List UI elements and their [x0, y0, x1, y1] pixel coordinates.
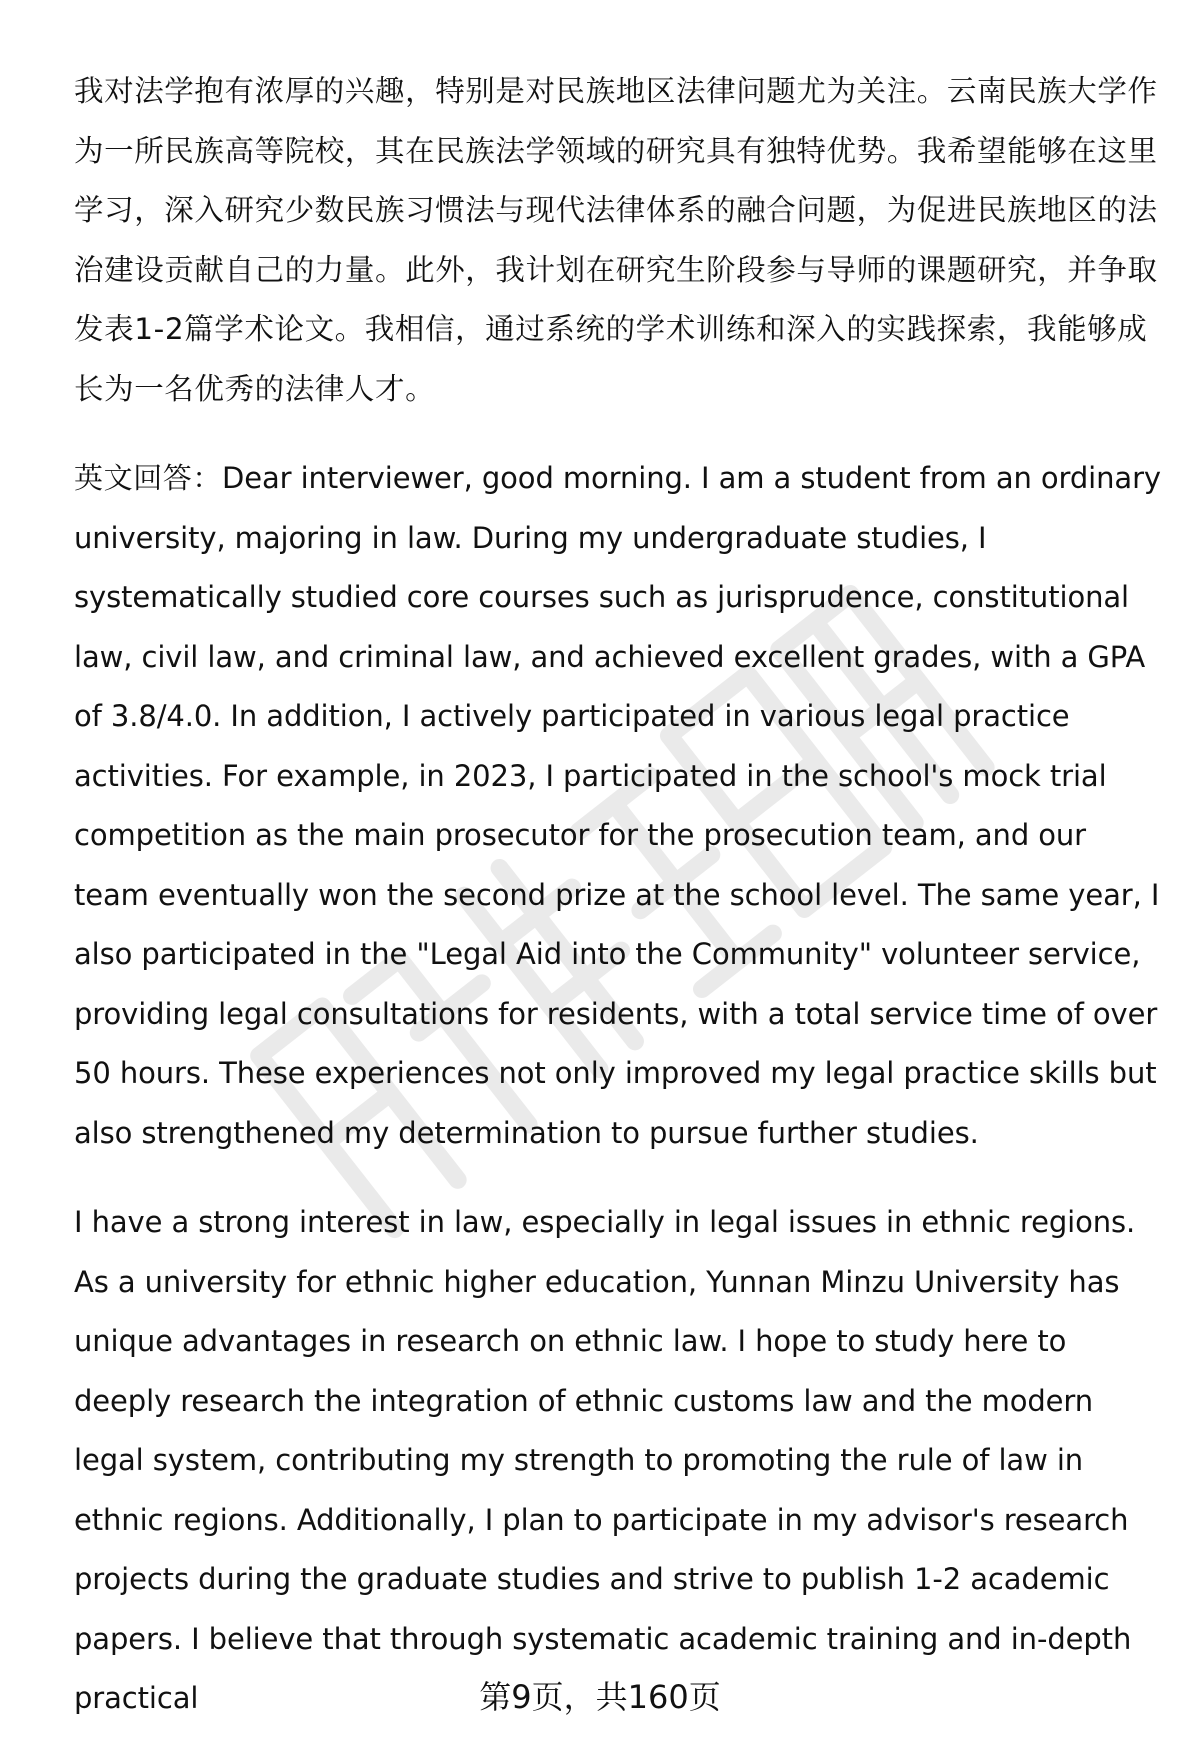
page-number-footer: 第9页，共160页 [479, 1678, 721, 1716]
english-answer-text: Dear interviewer, good morning. I am a student from an ordinary university, majoring in law. During my undergraduate studies, I systematically studied core courses such as jurisprudence, constitutional law, civil law, and criminal law, and achieved excellent grades, with a GPA of 3.8/4.0. In addition, I actively participated in various legal practice activities. For example, in 2023, I participated in the school's mock trial competition as the main prosecutor for the prosecution team, and our team eventually won the second prize at the school level. The same year, I also participated in the "Legal Aid into the Community" volunteer service, providing legal consultations for residents, with a total service time of over 50 hours. These experiences not only improved my legal practice skills but also strengthened my determination to pursue further studies. [74, 461, 1161, 1150]
paragraph-english-interest: I have a strong interest in law, especially in legal issues in ethnic regions. As a university for ethnic higher education, Yunnan Minzu University has unique advantages in research on ethnic law. I hope to study here to deeply research the integration of ethnic customs law and the modern legal system, contributing my strength to promoting the rule of law in ethnic regions. Additionally, I plan to participate in my advisor's research projects during the graduate studies and strive to publish 1-2 academic papers. I believe that through systematic academic training and in-depth practical [74, 1205, 1136, 1715]
english-answer-label: 英文回答： [74, 461, 223, 495]
paragraph-chinese-interest: 我对法学抱有浓厚的兴趣，特别是对民族地区法律问题尤为关注。云南民族大学作为一所民族高等院校，其在民族法学领域的研究具有独特优势。我希望能够在这里学习，深入研究少数民族习惯法与现代法律体系的融合问题，为促进民族地区的法治建设贡献自己的力量。此外，我计划在研究生阶段参与导师的课题研究，并争取发表1-2篇学术论文。我相信，通过系统的学术训练和深入的实践探索，我能够成长为一名优秀的法律人才。 [74, 74, 1158, 406]
paragraph-english-answer-intro [74, 449, 1164, 1163]
document-page [74, 62, 1164, 1759]
